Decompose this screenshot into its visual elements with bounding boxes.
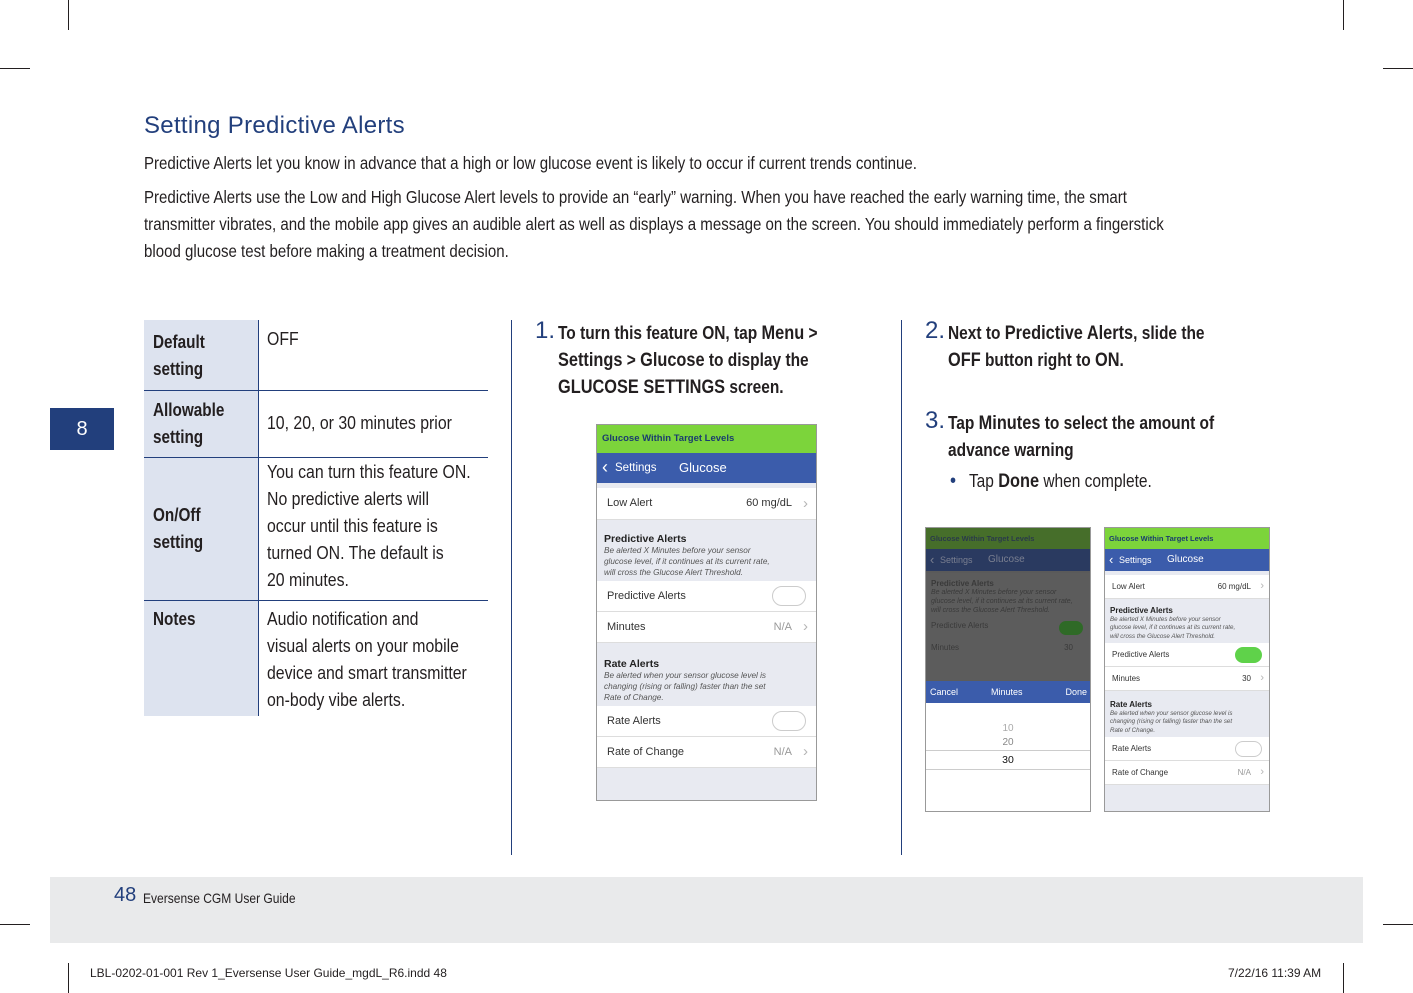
- minutes-picker[interactable]: [926, 703, 1090, 811]
- section-desc: changing (rising or falling) faster than the set: [604, 682, 766, 691]
- step-number: 2.: [925, 317, 946, 344]
- bullet: •: [950, 470, 957, 492]
- picker-option[interactable]: 10: [1002, 723, 1014, 734]
- rate-alerts-row: [1105, 737, 1269, 761]
- row-header: [144, 391, 258, 457]
- file-slug: LBL-0202-01-001 Rev 1_Eversense User Guide_mgdL_R6.indd 48: [90, 966, 447, 980]
- nav-bar: [926, 549, 1090, 571]
- step-text: to select the amount of: [1040, 413, 1215, 433]
- nav-title: Glucose: [988, 554, 1025, 565]
- row-label: Predictive Alerts: [607, 590, 686, 602]
- step-2-line: [948, 347, 1124, 374]
- table-row: [144, 320, 488, 391]
- page-number: 48: [114, 884, 137, 906]
- table-row: [144, 458, 488, 601]
- row-value: Audio notification and: [267, 609, 419, 629]
- row-value: 10, 20, or 30 minutes prior: [267, 413, 452, 433]
- nav-bar: [1105, 549, 1269, 571]
- crop-mark: [1383, 924, 1413, 925]
- guide-title: Eversense CGM User Guide: [143, 890, 296, 906]
- row-header: [144, 601, 258, 716]
- section-title: Predictive Alerts: [931, 579, 994, 588]
- phone-picker-screenshot: [925, 527, 1091, 812]
- crop-mark: [0, 68, 30, 69]
- body-line: blood glucose test before making a treatment decision.: [144, 241, 509, 261]
- row-label: Rate of Change: [607, 746, 685, 758]
- step-1-line: [558, 374, 784, 401]
- picker-option[interactable]: 20: [1002, 737, 1014, 748]
- row-header: [144, 458, 258, 600]
- step-text: button right to: [980, 350, 1096, 370]
- chevron-right-icon: ›: [803, 495, 808, 512]
- row-label: Rate of Change: [1112, 768, 1169, 777]
- section-desc: glucose level, if it continues at its current rate,: [931, 598, 1073, 605]
- row-value: 60 mg/dL: [746, 497, 792, 509]
- row-header: [144, 320, 258, 390]
- row-value: on-body vibe alerts.: [267, 690, 406, 710]
- step-number: 3.: [925, 407, 946, 434]
- row-label: Notes: [153, 609, 196, 629]
- status-bar: Glucose Within Target Levels: [1105, 528, 1269, 549]
- section-desc: glucose level, if it continues at its current rate,: [1110, 624, 1236, 631]
- row-label: Minutes: [1112, 674, 1141, 683]
- back-chevron-icon: ‹: [930, 552, 935, 567]
- step-text: To turn this feature ON, tap: [558, 323, 762, 343]
- chevron-right-icon: ›: [803, 618, 808, 635]
- crop-mark: [1343, 0, 1344, 30]
- predictive-alerts-toggle[interactable]: [1235, 647, 1262, 663]
- rate-alerts-toggle[interactable]: [1235, 741, 1262, 757]
- minutes-row[interactable]: [1105, 667, 1269, 691]
- chevron-right-icon: ›: [1260, 766, 1264, 778]
- low-alert-row[interactable]: [1105, 575, 1269, 599]
- picker-toolbar: [926, 681, 1090, 703]
- step-keyword: Menu: [761, 323, 805, 344]
- step-keyword: Glucose: [640, 350, 705, 371]
- intro-paragraph: Predictive Alerts let you know in advance that a high or low glucose event is likely to occur if current trends continue.: [144, 153, 917, 173]
- status-bar: Glucose Within Target Levels: [597, 425, 816, 453]
- phone-screenshot: [596, 424, 817, 801]
- step-keyword: GLUCOSE SETTINGS: [558, 377, 726, 398]
- row-value: 30: [1064, 643, 1073, 652]
- nav-bar: [597, 453, 816, 483]
- step-number: 1.: [535, 317, 556, 344]
- step-text: when complete.: [1039, 471, 1152, 491]
- step-text: Tap: [948, 413, 979, 433]
- row-value: 30: [1242, 674, 1251, 683]
- row-value: You can turn this feature ON.: [267, 462, 471, 482]
- section-desc: will cross the Glucose Alert Threshold.: [1110, 632, 1215, 640]
- predictive-alerts-row: [597, 581, 816, 612]
- predictive-alerts-row: [931, 621, 1085, 635]
- column-divider: [511, 320, 512, 855]
- row-value: N/A: [773, 621, 792, 633]
- crop-mark: [68, 0, 69, 30]
- crop-mark: [1343, 963, 1344, 993]
- step-3-line: advance warning: [948, 440, 1074, 460]
- chevron-right-icon: ›: [803, 743, 808, 760]
- section-desc: Rate of Change.: [604, 693, 664, 702]
- row-value: N/A: [773, 746, 792, 758]
- predictive-section: [597, 520, 816, 581]
- predictive-alerts-toggle[interactable]: [772, 586, 806, 606]
- row-label: Predictive Alerts: [1112, 650, 1170, 659]
- step-text: , slide the: [1133, 323, 1205, 343]
- predictive-section: [1105, 599, 1269, 643]
- row-label: On/Off: [153, 505, 201, 525]
- column-divider: [901, 320, 902, 855]
- picker-option-selected[interactable]: 30: [926, 750, 1090, 770]
- page-title: Setting Predictive Alerts: [144, 112, 405, 139]
- row-label: Rate Alerts: [1112, 744, 1152, 753]
- step-text: .: [1119, 350, 1124, 370]
- step-2-line: [948, 320, 1205, 347]
- rate-alerts-toggle[interactable]: [772, 711, 806, 731]
- column-divider: [258, 320, 259, 716]
- date-slug: 7/22/16 11:39 AM: [1228, 966, 1322, 980]
- chevron-right-icon: ›: [1260, 672, 1264, 684]
- done-button[interactable]: Done: [1065, 687, 1087, 697]
- section-title: Predictive Alerts: [1110, 606, 1173, 615]
- table-row: [144, 601, 488, 716]
- section-title: Predictive Alerts: [604, 533, 687, 545]
- section-desc: will cross the Glucose Alert Threshold.: [604, 568, 743, 577]
- step-keyword: Minutes: [978, 413, 1041, 434]
- nav-title: Glucose: [679, 460, 727, 475]
- row-label: Minutes: [607, 621, 646, 633]
- row-label: Low Alert: [607, 497, 653, 509]
- rate-alerts-row: [597, 706, 816, 737]
- row-value: No predictive alerts will: [267, 489, 429, 509]
- section-desc: Be alerted X Minutes before your sensor: [604, 546, 751, 555]
- picker-title: Minutes: [991, 687, 1023, 697]
- row-label: setting: [153, 427, 204, 447]
- row-value: visual alerts on your mobile: [267, 636, 459, 656]
- step-3-bullet: [950, 468, 1152, 495]
- step-text: Tap: [968, 471, 999, 491]
- chevron-right-icon: ›: [1260, 580, 1264, 592]
- step-1-line: [558, 320, 818, 347]
- step-text: to display the: [704, 350, 809, 370]
- section-desc: Rate of Change.: [1110, 726, 1156, 734]
- step-text: Next to: [948, 323, 1005, 343]
- section-desc: Be alerted when your sensor glucose level is: [604, 671, 767, 680]
- low-alert-row[interactable]: [597, 488, 816, 520]
- row-label: Rate Alerts: [607, 715, 661, 727]
- step-keyword: ON: [1095, 350, 1120, 371]
- step-1-line: [558, 347, 809, 374]
- row-value: N/A: [1237, 768, 1251, 777]
- back-button[interactable]: Settings: [1119, 555, 1152, 565]
- row-value: OFF: [267, 329, 299, 349]
- section-title: Rate Alerts: [604, 658, 660, 670]
- cancel-button[interactable]: Cancel: [930, 687, 959, 697]
- row-value: 60 mg/dL: [1217, 582, 1251, 591]
- row-label: setting: [153, 532, 204, 552]
- section-desc: Be alerted when your sensor glucose level is: [1110, 709, 1233, 717]
- back-chevron-icon[interactable]: ‹: [1109, 552, 1114, 567]
- crop-mark: [1383, 68, 1413, 69]
- crop-mark: [68, 963, 69, 993]
- nav-title: Glucose: [1167, 554, 1204, 565]
- row-label: setting: [153, 359, 204, 379]
- row-label: Low Alert: [1112, 582, 1145, 591]
- row-value: occur until this feature is: [267, 516, 438, 536]
- minutes-row[interactable]: [597, 612, 816, 643]
- step-text: >: [804, 323, 818, 343]
- section-desc: glucose level, if it continues at its current rate,: [604, 557, 770, 566]
- body-line: transmitter vibrates, and the mobile app gives an audible alert as well as displays a message on the screen. You should immediately perform a fingerstick: [144, 214, 1164, 234]
- body-line: Predictive Alerts use the Low and High Glucose Alert levels to provide an “early” warning. When you have reached the early warning time, the smart: [144, 187, 1127, 207]
- section-desc: Be alerted X Minutes before your sensor: [1110, 615, 1221, 623]
- row-value: device and smart transmitter: [267, 663, 467, 683]
- step-text: >: [622, 350, 641, 370]
- table-row: [144, 391, 488, 458]
- crop-mark: [0, 924, 30, 925]
- chapter-tab: 8: [50, 408, 114, 450]
- status-bar: Glucose Within Target Levels: [926, 528, 1090, 549]
- row-label: Default: [153, 332, 205, 352]
- row-value: 20 minutes.: [267, 570, 349, 590]
- rate-section: [597, 643, 816, 706]
- row-value: turned ON. The default is: [267, 543, 444, 563]
- predictive-alerts-toggle: [1059, 621, 1083, 635]
- row-label: Allowable: [153, 400, 225, 420]
- phone-screenshot: [1104, 527, 1270, 812]
- step-3-line: [948, 410, 1214, 437]
- section-desc: will cross the Glucose Alert Threshold.: [931, 607, 1050, 614]
- rate-section: [1105, 691, 1269, 737]
- step-keyword: Settings: [558, 350, 623, 371]
- row-label: Predictive Alerts: [931, 621, 989, 630]
- step-keyword: OFF: [948, 350, 981, 371]
- step-keyword: Predictive Alerts: [1004, 323, 1134, 344]
- predictive-alerts-row: [1105, 643, 1269, 667]
- rate-of-change-row[interactable]: [1105, 761, 1269, 785]
- section-title: Rate Alerts: [1110, 700, 1152, 709]
- step-keyword: Done: [998, 471, 1040, 492]
- section-desc: changing (rising or falling) faster than the set: [1110, 718, 1233, 725]
- section-desc: Be alerted X Minutes before your sensor: [931, 589, 1057, 596]
- back-chevron-icon[interactable]: ‹: [602, 457, 608, 477]
- step-text: screen.: [725, 377, 784, 397]
- footer-band: [50, 877, 1363, 943]
- back-button: Settings: [940, 555, 973, 565]
- rate-of-change-row[interactable]: [597, 737, 816, 768]
- back-button[interactable]: Settings: [615, 462, 657, 474]
- row-label: Minutes: [931, 643, 960, 652]
- dimmed-settings: [926, 573, 1090, 681]
- minutes-row: [931, 643, 1085, 655]
